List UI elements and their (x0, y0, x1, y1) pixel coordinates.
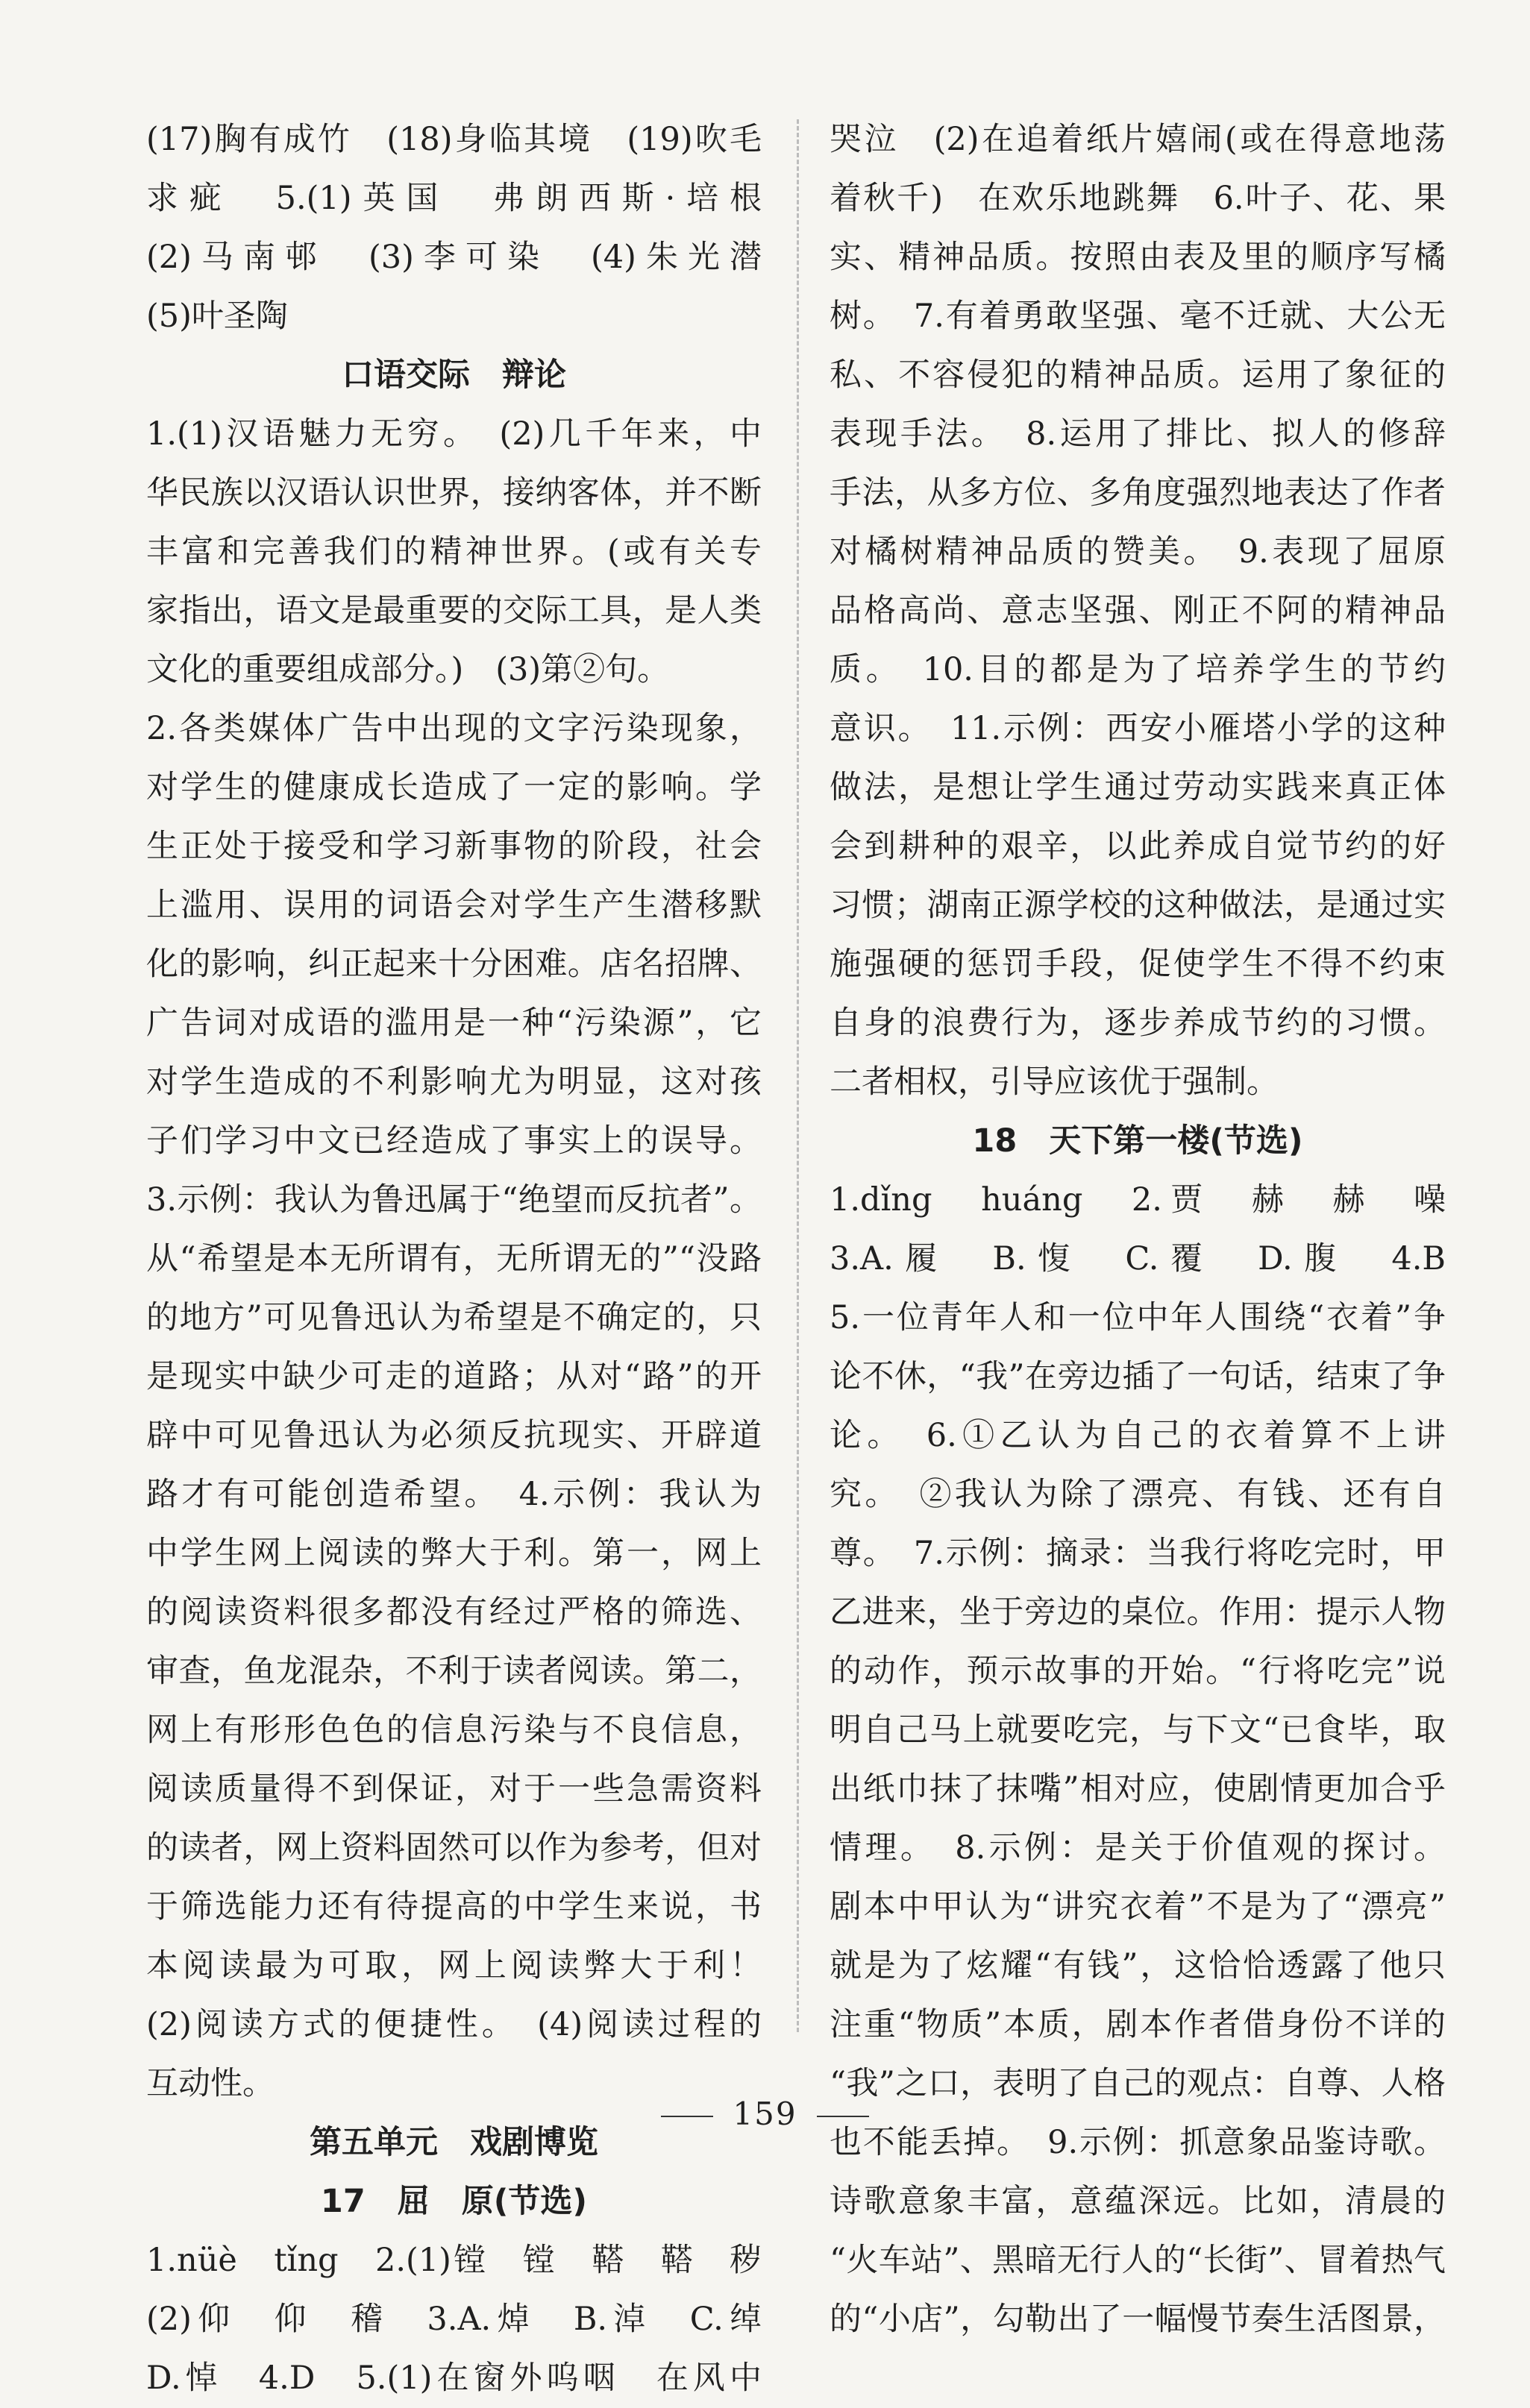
text-line: 本阅读最为可取，网上阅读弊大于利！ (146, 1947, 762, 1984)
text-line: 于筛选能力还有待提高的中学生来说，书 (146, 1888, 762, 1926)
text-line: 品格高尚、意志坚强、刚正不阿的精神品 (830, 592, 1446, 629)
text-line: 审查，鱼龙混杂，不利于读者阅读。第二， (146, 1653, 762, 1690)
text-line: 广告词对成语的滥用是一种“污染源”，它 (146, 1005, 762, 1042)
text-line: 着秋千) 在欢乐地跳舞 6.叶子、花、果 (830, 180, 1446, 217)
text-line: 乙进来，坐于旁边的桌位。作用：提示人物 (830, 1594, 1446, 1631)
text-line: 哭泣 (2)在追着纸片嬉闹(或在得意地荡 (830, 121, 1446, 158)
text-line: 的动作，预示故事的开始。“行将吃完”说 (830, 1653, 1446, 1690)
section-heading: 口语交际 辩论 (342, 356, 566, 394)
text-line: (5)叶圣陶 (146, 298, 288, 335)
lesson-heading: 17 屈 原(节选) (320, 2183, 588, 2220)
column-divider (797, 119, 799, 2032)
text-line: 2.各类媒体广告中出现的文字污染现象， (146, 710, 762, 747)
text-line: (2)马南邨 (3)李可染 (4)朱光潜 (146, 239, 762, 276)
text-line: “火车站”、黑暗无行人的“长街”、冒着热气 (830, 2242, 1446, 2279)
text-line: 就是为了炫耀“有钱”，这恰恰透露了他只 (830, 1947, 1446, 1984)
text-line: 的地方”可见鲁迅认为希望是不确定的，只 (146, 1299, 762, 1336)
text-line: 习惯；湖南正源学校的这种做法，是通过实 (830, 887, 1446, 924)
text-line: 生正处于接受和学习新事物的阶段，社会 (146, 828, 762, 865)
text-line: 3.A.履 B.愎 C.覆 D.腹 4.B (830, 1240, 1446, 1277)
text-line: (2)阅读方式的便捷性。 (4)阅读过程的 (146, 2006, 762, 2043)
text-line: 表现手法。 8.运用了排比、拟人的修辞 (830, 415, 1446, 453)
text-line: 辟中可见鲁迅认为必须反抗现实、开辟道 (146, 1417, 762, 1454)
text-line: 情理。 8.示例：是关于价值观的探讨。 (830, 1829, 1446, 1867)
text-line: 自身的浪费行为，逐步养成节约的习惯。 (830, 1005, 1446, 1042)
text-line: 子们学习中文已经造成了事实上的误导。 (146, 1122, 762, 1160)
text-line: 求疵 5.(1)英国 弗朗西斯·培根 (146, 180, 762, 217)
text-line: 意识。 11.示例：西安小雁塔小学的这种 (830, 710, 1446, 747)
text-line: 对橘树精神品质的赞美。 9.表现了屈原 (830, 533, 1446, 570)
right-column (830, 110, 1446, 2349)
text-line: 的读者，网上资料固然可以作为参考，但对 (146, 1829, 762, 1867)
text-line: 手法，从多方位、多角度强烈地表达了作者 (830, 474, 1446, 512)
left-column (146, 110, 762, 2408)
text-line: 1.(1)汉语魅力无穷。 (2)几千年来，中 (146, 415, 762, 453)
text-line: 明自己马上就要吃完，与下文“已食毕，取 (830, 1711, 1446, 1749)
text-line: 中学生网上阅读的弊大于利。第一，网上 (146, 1535, 762, 1572)
text-line: 阅读质量得不到保证，对于一些急需资料 (146, 1770, 762, 1808)
text-line: 树。 7.有着勇敢坚强、毫不迁就、大公无 (830, 298, 1446, 335)
page-number (0, 2096, 1530, 2132)
text-line: (17)胸有成竹 (18)身临其境 (19)吹毛 (146, 121, 762, 158)
dash-left (661, 2116, 713, 2117)
text-line: 施强硬的惩罚手段，促使学生不得不约束 (830, 946, 1446, 983)
text-line: 家指出，语文是最重要的交际工具，是人类 (146, 592, 762, 629)
text-line: 尊。 7.示例：摘录：当我行将吃完时，甲 (830, 1535, 1446, 1572)
dash-right (817, 2116, 869, 2117)
text-line: 互动性。 (146, 2065, 275, 2102)
text-line: 论。 6.①乙认为自己的衣着算不上讲 (830, 1417, 1446, 1454)
text-line: 注重“物质”本质，剧本作者借身份不详的 (830, 2006, 1446, 2043)
text-line: 的“小店”，勾勒出了一幅慢节奏生活图景， (830, 2301, 1446, 2338)
text-line: 出纸巾抹了抹嘴”相对应，使剧情更加合乎 (830, 1770, 1446, 1808)
text-line: 1.nüè tǐng 2.(1)镗 镗 鞳 鞳 秽 (146, 2242, 762, 2279)
text-line: 网上有形形色色的信息污染与不良信息， (146, 1711, 762, 1749)
text-line: 对学生造成的不利影响尤为明显，这对孩 (146, 1063, 762, 1101)
text-line: 3.示例：我认为鲁迅属于“绝望而反抗者”。 (146, 1181, 762, 1219)
lesson-heading: 18 天下第一楼(节选) (972, 1122, 1303, 1160)
text-line: 从“希望是本无所谓有，无所谓无的”“没路 (146, 1240, 762, 1277)
text-line: 路才有可能创造希望。 4.示例：我认为 (146, 1476, 762, 1513)
text-line: 论不休，“我”在旁边插了一句话，结束了争 (830, 1358, 1446, 1395)
text-line: 化的影响，纠正起来十分困难。店名招牌、 (146, 946, 762, 983)
text-line: 究。 ②我认为除了漂亮、有钱、还有自 (830, 1476, 1446, 1513)
text-line: 1.dǐng huáng 2.贾 赫 赫 噪 (830, 1181, 1446, 1219)
text-line: 质。 10.目的都是为了培养学生的节约 (830, 651, 1446, 688)
unit-heading: 第五单元 戏剧博览 (310, 2124, 598, 2161)
text-line: 的阅读资料很多都没有经过严格的筛选、 (146, 1594, 762, 1631)
text-line: 丰富和完善我们的精神世界。(或有关专 (146, 533, 762, 570)
text-line: 二者相权，引导应该优于强制。 (830, 1063, 1279, 1101)
text-line: 私、不容侵犯的精神品质。运用了象征的 (830, 356, 1446, 394)
text-line: 对学生的健康成长造成了一定的影响。学 (146, 769, 762, 806)
text-line: 5.一位青年人和一位中年人围绕“衣着”争 (830, 1299, 1446, 1336)
text-line: 是现实中缺少可走的道路；从对“路”的开 (146, 1358, 762, 1395)
text-line: 做法，是想让学生通过劳动实践来真正体 (830, 769, 1446, 806)
text-line: D.悼 4.D 5.(1)在窗外呜咽 在风中 (146, 2360, 762, 2397)
text-line: 上滥用、误用的词语会对学生产生潜移默 (146, 887, 762, 924)
text-line: (2)仰 仰 稽 3.A.焯 B.淖 C.绰 (146, 2301, 762, 2338)
text-line: 诗歌意象丰富，意蕴深远。比如，清晨的 (830, 2183, 1446, 2220)
text-line: 实、精神品质。按照由表及里的顺序写橘 (830, 239, 1446, 276)
text-line: 华民族以汉语认识世界，接纳客体，并不断 (146, 474, 762, 512)
page-number-text: 159 (733, 2096, 797, 2132)
text-line: 会到耕种的艰辛，以此养成自觉节约的好 (830, 828, 1446, 865)
text-line: 文化的重要组成部分。) (3)第②句。 (146, 651, 670, 688)
text-line: 也不能丢掉。 9.示例：抓意象品鉴诗歌。 (830, 2124, 1446, 2161)
text-line: 剧本中甲认为“讲究衣着”不是为了“漂亮” (830, 1888, 1446, 1926)
text-line: “我”之口，表明了自己的观点：自尊、人格 (830, 2065, 1446, 2102)
